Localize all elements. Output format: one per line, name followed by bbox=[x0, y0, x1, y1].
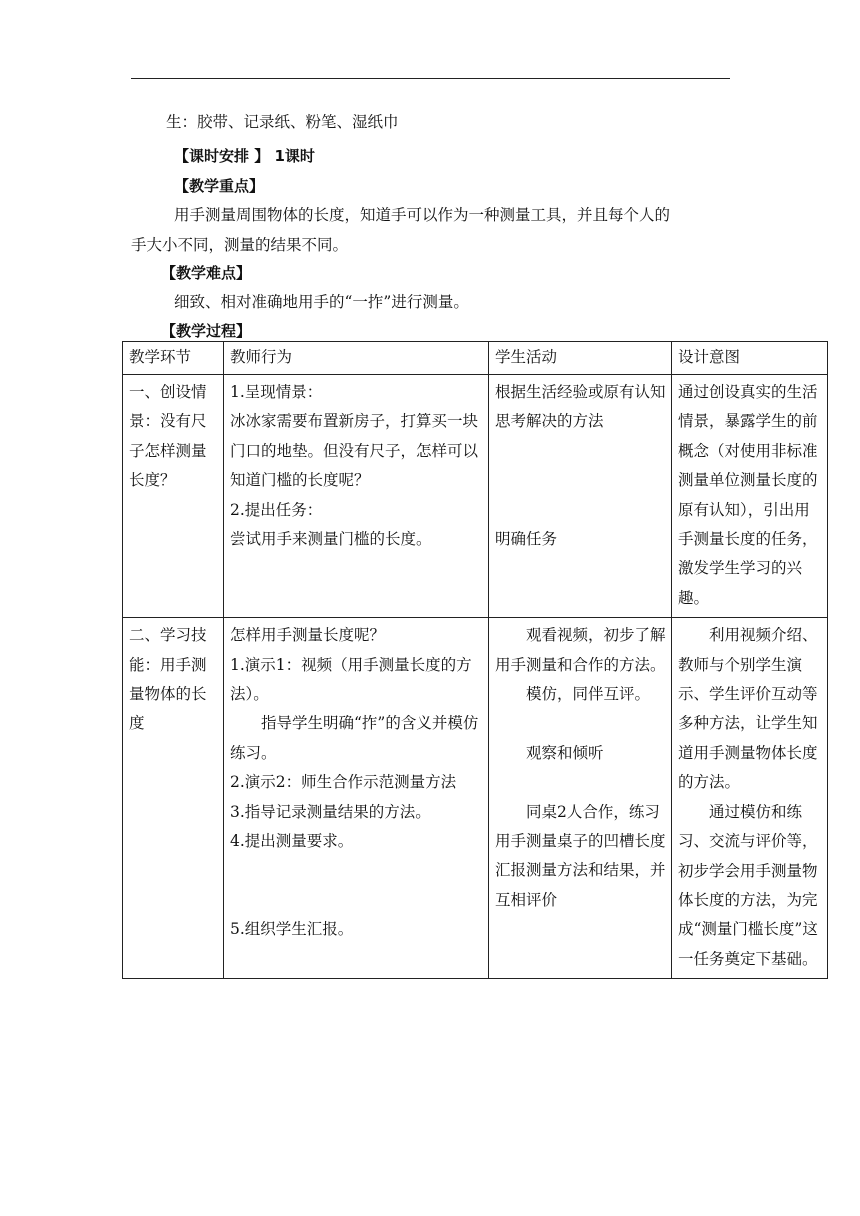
row2-student bbox=[489, 618, 672, 979]
row2-student-2: 模仿，同伴互评。 bbox=[526, 685, 651, 704]
row2-teacher bbox=[224, 618, 489, 979]
difficulty-title: 【教学难点】 bbox=[161, 264, 252, 282]
row1-teacher-3: 2.提出任务： bbox=[230, 500, 323, 519]
schedule-line bbox=[174, 146, 315, 166]
table-row bbox=[123, 375, 828, 618]
key-point-title: 【教学重点】 bbox=[174, 177, 265, 195]
row2-student-5: 汇报测量方法和结果，并互相评价 bbox=[495, 861, 666, 909]
teaching-process-table bbox=[122, 341, 828, 979]
row1-teacher bbox=[224, 375, 489, 618]
row2-student-1: 观看视频，初步了解用手测量和合作的方法。 bbox=[495, 626, 666, 674]
schedule-value: 1课时 bbox=[269, 147, 315, 165]
row1-student bbox=[489, 375, 672, 618]
process-title: 【教学过程】 bbox=[161, 322, 252, 340]
row1-teacher-2: 冰冰家需要布置新房子，打算买一块门口的地垫。但没有尺子，怎样可以知道门槛的长度呢？ bbox=[230, 412, 479, 490]
key-point-line-1: 用手测量周围物体的长度，知道手可以作为一种测量工具，并且每个人的 bbox=[174, 206, 671, 224]
row2-teacher-3: 指导学生明确“拃”的含义并模仿练习。 bbox=[230, 714, 479, 762]
schedule-label: 【课时安排 】 bbox=[174, 147, 270, 165]
row1-stage: 一、创设情景：没有尺子怎样测量长度？ bbox=[123, 375, 224, 618]
row2-student-4: 同桌2人合作，练习用手测量桌子的凹槽长度 bbox=[495, 802, 666, 851]
row2-student-3: 观察和倾听 bbox=[526, 743, 604, 762]
header-student: 学生活动 bbox=[489, 342, 672, 375]
header-intent: 设计意图 bbox=[672, 342, 828, 375]
header-stage: 教学环节 bbox=[123, 342, 224, 375]
row1-teacher-1: 1.呈现情景： bbox=[230, 383, 323, 401]
row1-teacher-4: 尝试用手来测量门槛的长度。 bbox=[230, 530, 432, 549]
row2-intent bbox=[672, 618, 828, 979]
row2-teacher-1: 怎样用手测量长度呢？ bbox=[230, 626, 386, 645]
row2-intent-1: 利用视频介绍、教师与个别学生演示、学生评价互动等多种方法，让学生知道用手测量物体长度的方法。 bbox=[678, 626, 818, 792]
table-row bbox=[123, 618, 828, 979]
row2-teacher-4: 2.演示2：师生合作示范测量方法 bbox=[230, 773, 457, 792]
row2-teacher-7: 5.组织学生汇报。 bbox=[230, 920, 354, 939]
materials-student: 生：胶带、记录纸、粉笔、湿纸巾 bbox=[166, 113, 399, 131]
row1-intent: 通过创设真实的生活情景，暴露学生的前概念（对使用非标准测量单位测量长度的原有认知），引出用手测量长度的任务，激发学生学习的兴趣。 bbox=[672, 375, 828, 618]
header-rule bbox=[131, 78, 730, 79]
row2-teacher-6: 4.提出测量要求。 bbox=[230, 832, 354, 851]
row1-student-2: 明确任务 bbox=[495, 529, 558, 548]
table-header-row bbox=[123, 342, 828, 375]
row2-teacher-2: 1.演示1：视频（用手测量长度的方法）。 bbox=[230, 655, 472, 704]
difficulty-line-1: 细致、相对准确地用手的“一拃”进行测量。 bbox=[174, 293, 469, 311]
row2-teacher-5: 3.指导记录测量结果的方法。 bbox=[230, 802, 431, 821]
key-point-line-2: 手大小不同，测量的结果不同。 bbox=[131, 236, 349, 254]
row1-student-1: 根据生活经验或原有认知思考解决的方法 bbox=[495, 383, 666, 431]
row2-stage: 二、学习技能：用手测量物体的长度 bbox=[123, 618, 224, 979]
header-teacher: 教师行为 bbox=[224, 342, 489, 375]
row2-intent-2: 通过模仿和练习、交流与评价等，初步学会用手测量物体长度的方法，为完成“测量门槛长度”这一任务奠定下基础。 bbox=[678, 802, 818, 968]
